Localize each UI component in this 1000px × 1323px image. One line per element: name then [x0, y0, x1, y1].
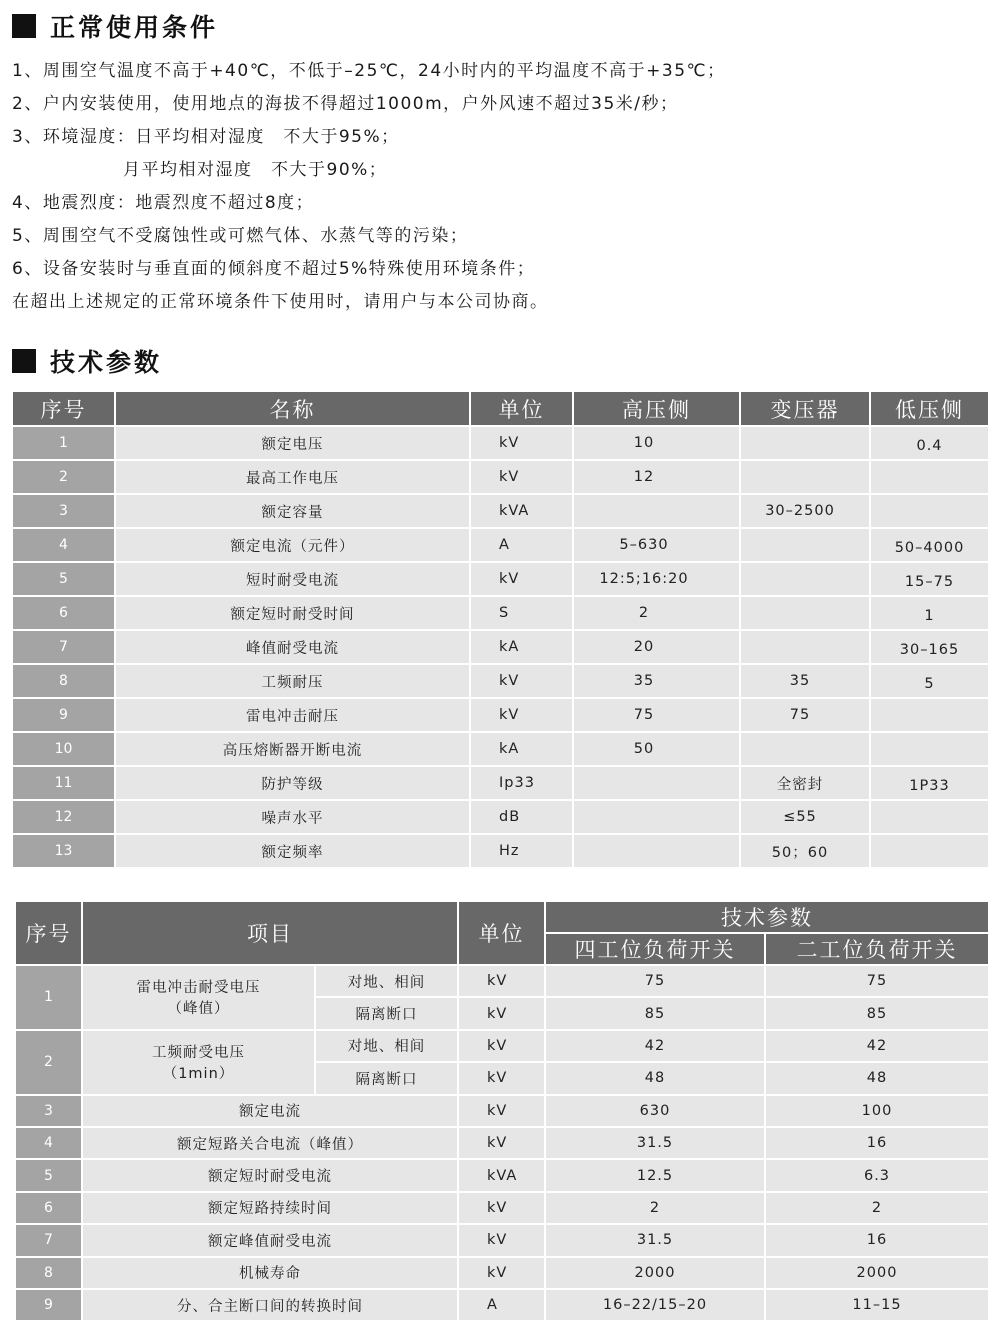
group-label-line: （1min）	[162, 1066, 235, 1083]
row-number: 9	[12, 698, 115, 732]
unit-cell: kV	[470, 562, 573, 596]
value-lv-side	[870, 460, 989, 494]
condition-line: 月平均相对湿度 不大于90%；	[12, 160, 388, 180]
header-cell-unit: 单位	[470, 391, 573, 426]
value-transformer	[740, 562, 870, 596]
group-label	[82, 965, 315, 1030]
unit-cell: kVA	[470, 494, 573, 528]
header-cell-no: 序号	[12, 391, 115, 426]
table-row	[15, 1159, 989, 1191]
row-number: 5	[12, 562, 115, 596]
table-row	[12, 698, 989, 732]
condition-line: 3、环境湿度：日平均相对湿度 不大于95%；	[12, 127, 400, 147]
condition-line: 4、地震烈度：地震烈度不超过8度；	[12, 193, 315, 213]
value-two-position: 11–15	[765, 1289, 989, 1321]
table-row	[12, 596, 989, 630]
condition-line: 1、周围空气温度不高于+40℃，不低于–25℃，24小时内的平均温度不高于+35℃；	[12, 61, 726, 81]
item-name: 额定短时耐受电流	[82, 1159, 458, 1191]
unit-cell: kV	[458, 1192, 545, 1224]
table-row	[12, 630, 989, 664]
spec-table-transformer	[11, 390, 990, 869]
param-name: 额定频率	[115, 834, 470, 868]
value-transformer	[740, 460, 870, 494]
unit-cell: kV	[458, 1224, 545, 1256]
table-row	[15, 1127, 989, 1159]
value-transformer: 50；60	[740, 834, 870, 868]
value-lv-side	[870, 800, 989, 834]
row-number: 8	[12, 664, 115, 698]
square-bullet-icon	[12, 14, 36, 38]
row-number: 2	[15, 1030, 82, 1095]
value-two-position: 2000	[765, 1257, 989, 1289]
param-name: 短时耐受电流	[115, 562, 470, 596]
value-two-position: 6.3	[765, 1159, 989, 1191]
param-name: 防护等级	[115, 766, 470, 800]
unit-cell: kV	[470, 698, 573, 732]
value-two-position: 75	[765, 965, 989, 997]
item-name: 额定短路关合电流（峰值）	[82, 1127, 458, 1159]
group-label-line: 雷电冲击耐受电压	[136, 980, 261, 997]
param-name: 峰值耐受电流	[115, 630, 470, 664]
table-row	[12, 426, 989, 460]
value-transformer	[740, 528, 870, 562]
value-lv-side: 30–165	[870, 630, 989, 664]
table-row	[15, 1095, 989, 1127]
header-cell-transformer: 变压器	[740, 391, 870, 426]
value-lv-side	[870, 698, 989, 732]
row-number: 9	[15, 1289, 82, 1321]
value-lv-side: 50–4000	[870, 528, 989, 562]
value-four-position: 75	[545, 965, 765, 997]
unit-cell: kV	[458, 1062, 545, 1094]
value-hv-side: 20	[573, 630, 740, 664]
value-transformer: 30–2500	[740, 494, 870, 528]
table-row	[15, 1289, 989, 1321]
table-row	[12, 834, 989, 868]
table-row	[15, 1224, 989, 1256]
group-label	[82, 1030, 315, 1095]
header-cell-item: 项目	[82, 901, 458, 965]
table-row	[12, 494, 989, 528]
row-number: 7	[15, 1224, 82, 1256]
unit-cell: kV	[470, 664, 573, 698]
conditions-list	[12, 55, 992, 319]
header-cell-unit: 单位	[458, 901, 545, 965]
value-transformer	[740, 596, 870, 630]
item-name: 额定电流	[82, 1095, 458, 1127]
unit-cell: A	[458, 1289, 545, 1321]
value-transformer	[740, 630, 870, 664]
value-lv-side	[870, 834, 989, 868]
table-row	[12, 664, 989, 698]
value-lv-side: 5	[870, 664, 989, 698]
param-name: 额定电流（元件）	[115, 528, 470, 562]
value-two-position: 2	[765, 1192, 989, 1224]
spec-table-load-switch	[14, 900, 990, 1322]
row-number: 6	[15, 1192, 82, 1224]
unit-cell: kV	[458, 1030, 545, 1062]
value-four-position: 48	[545, 1062, 765, 1094]
value-transformer: 全密封	[740, 766, 870, 800]
header-cell-no: 序号	[15, 901, 82, 965]
condition-line: 2、户内安装使用，使用地点的海拔不得超过1000m，户外风速不超过35米/秒；	[12, 94, 679, 114]
item-name: 额定短路持续时间	[82, 1192, 458, 1224]
value-hv-side: 35	[573, 664, 740, 698]
value-four-position: 31.5	[545, 1127, 765, 1159]
param-name: 噪声水平	[115, 800, 470, 834]
param-name: 工频耐压	[115, 664, 470, 698]
row-number: 6	[12, 596, 115, 630]
value-hv-side	[573, 834, 740, 868]
table-row	[15, 1257, 989, 1289]
table-row	[15, 965, 989, 997]
condition-line: 在超出上述规定的正常环境条件下使用时，请用户与本公司协商。	[12, 292, 549, 312]
unit-cell: kV	[470, 426, 573, 460]
header-cell-params: 技术参数	[545, 901, 989, 933]
section-heading-params	[12, 343, 162, 379]
value-hv-side	[573, 766, 740, 800]
value-lv-side: 0.4	[870, 426, 989, 460]
value-hv-side: 12:5;16:20	[573, 562, 740, 596]
param-name: 额定电压	[115, 426, 470, 460]
value-hv-side: 75	[573, 698, 740, 732]
header-cell-four-position: 四工位负荷开关	[545, 933, 765, 965]
value-four-position: 16–22/15–20	[545, 1289, 765, 1321]
header-cell-two-position: 二工位负荷开关	[765, 933, 989, 965]
value-hv-side: 2	[573, 596, 740, 630]
value-transformer: 75	[740, 698, 870, 732]
section-heading-conditions	[12, 8, 218, 44]
header-cell-name: 名称	[115, 391, 470, 426]
unit-cell: S	[470, 596, 573, 630]
value-lv-side: 1	[870, 596, 989, 630]
param-name: 最高工作电压	[115, 460, 470, 494]
sub-item: 对地、相间	[315, 1030, 458, 1062]
item-name: 额定峰值耐受电流	[82, 1224, 458, 1256]
row-number: 10	[12, 732, 115, 766]
table-row	[12, 562, 989, 596]
value-four-position: 85	[545, 997, 765, 1029]
value-lv-side: 15–75	[870, 562, 989, 596]
row-number: 7	[12, 630, 115, 664]
value-transformer	[740, 732, 870, 766]
row-number: 3	[12, 494, 115, 528]
value-two-position: 85	[765, 997, 989, 1029]
row-number: 1	[12, 426, 115, 460]
unit-cell: kV	[458, 997, 545, 1029]
unit-cell: kA	[470, 732, 573, 766]
unit-cell: kVA	[458, 1159, 545, 1191]
value-two-position: 16	[765, 1224, 989, 1256]
row-number: 5	[15, 1159, 82, 1191]
unit-cell: kV	[470, 460, 573, 494]
table-row	[15, 1192, 989, 1224]
param-name: 高压熔断器开断电流	[115, 732, 470, 766]
value-lv-side	[870, 732, 989, 766]
value-lv-side: 1P33	[870, 766, 989, 800]
section-title: 技术参数	[50, 348, 163, 377]
sub-item: 对地、相间	[315, 965, 458, 997]
value-four-position: 630	[545, 1095, 765, 1127]
value-hv-side: 5–630	[573, 528, 740, 562]
unit-cell: kV	[458, 965, 545, 997]
sub-item: 隔离断口	[315, 1062, 458, 1094]
value-two-position: 100	[765, 1095, 989, 1127]
condition-line: 5、周围空气不受腐蚀性或可燃气体、水蒸气等的污染；	[12, 226, 469, 246]
value-two-position: 16	[765, 1127, 989, 1159]
row-number: 4	[15, 1127, 82, 1159]
value-transformer: ≤55	[740, 800, 870, 834]
row-number: 2	[12, 460, 115, 494]
item-name: 机械寿命	[82, 1257, 458, 1289]
value-four-position: 31.5	[545, 1224, 765, 1256]
value-hv-side	[573, 800, 740, 834]
unit-cell: A	[470, 528, 573, 562]
row-number: 8	[15, 1257, 82, 1289]
group-label-line: 工频耐受电压	[152, 1045, 245, 1062]
row-number: 1	[15, 965, 82, 1030]
row-number: 3	[15, 1095, 82, 1127]
table-row	[12, 460, 989, 494]
value-transformer	[740, 426, 870, 460]
row-number: 12	[12, 800, 115, 834]
unit-cell: Ip33	[470, 766, 573, 800]
value-four-position: 2000	[545, 1257, 765, 1289]
item-name: 分、合主断口间的转换时间	[82, 1289, 458, 1321]
value-hv-side: 12	[573, 460, 740, 494]
row-number: 11	[12, 766, 115, 800]
param-name: 额定短时耐受时间	[115, 596, 470, 630]
table-row	[12, 732, 989, 766]
section-title: 正常使用条件	[50, 13, 219, 42]
table-row	[15, 1030, 989, 1062]
unit-cell: kA	[470, 630, 573, 664]
value-two-position: 48	[765, 1062, 989, 1094]
table-row	[12, 800, 989, 834]
value-hv-side: 50	[573, 732, 740, 766]
param-name: 额定容量	[115, 494, 470, 528]
row-number: 4	[12, 528, 115, 562]
unit-cell: kV	[458, 1095, 545, 1127]
value-four-position: 12.5	[545, 1159, 765, 1191]
unit-cell: Hz	[470, 834, 573, 868]
square-bullet-icon	[12, 349, 36, 373]
value-two-position: 42	[765, 1030, 989, 1062]
condition-line: 6、设备安装时与垂直面的倾斜度不超过5%特殊使用环境条件；	[12, 259, 536, 279]
value-lv-side	[870, 494, 989, 528]
row-number: 13	[12, 834, 115, 868]
group-label-line: （峰值）	[167, 1001, 230, 1018]
sub-item: 隔离断口	[315, 997, 458, 1029]
value-four-position: 2	[545, 1192, 765, 1224]
value-hv-side	[573, 494, 740, 528]
header-cell-hv-side: 高压侧	[573, 391, 740, 426]
table-row	[12, 528, 989, 562]
unit-cell: dB	[470, 800, 573, 834]
table-row	[12, 766, 989, 800]
unit-cell: kV	[458, 1127, 545, 1159]
value-hv-side: 10	[573, 426, 740, 460]
param-name: 雷电冲击耐压	[115, 698, 470, 732]
value-four-position: 42	[545, 1030, 765, 1062]
header-cell-lv-side: 低压侧	[870, 391, 989, 426]
unit-cell: kV	[458, 1257, 545, 1289]
value-transformer: 35	[740, 664, 870, 698]
